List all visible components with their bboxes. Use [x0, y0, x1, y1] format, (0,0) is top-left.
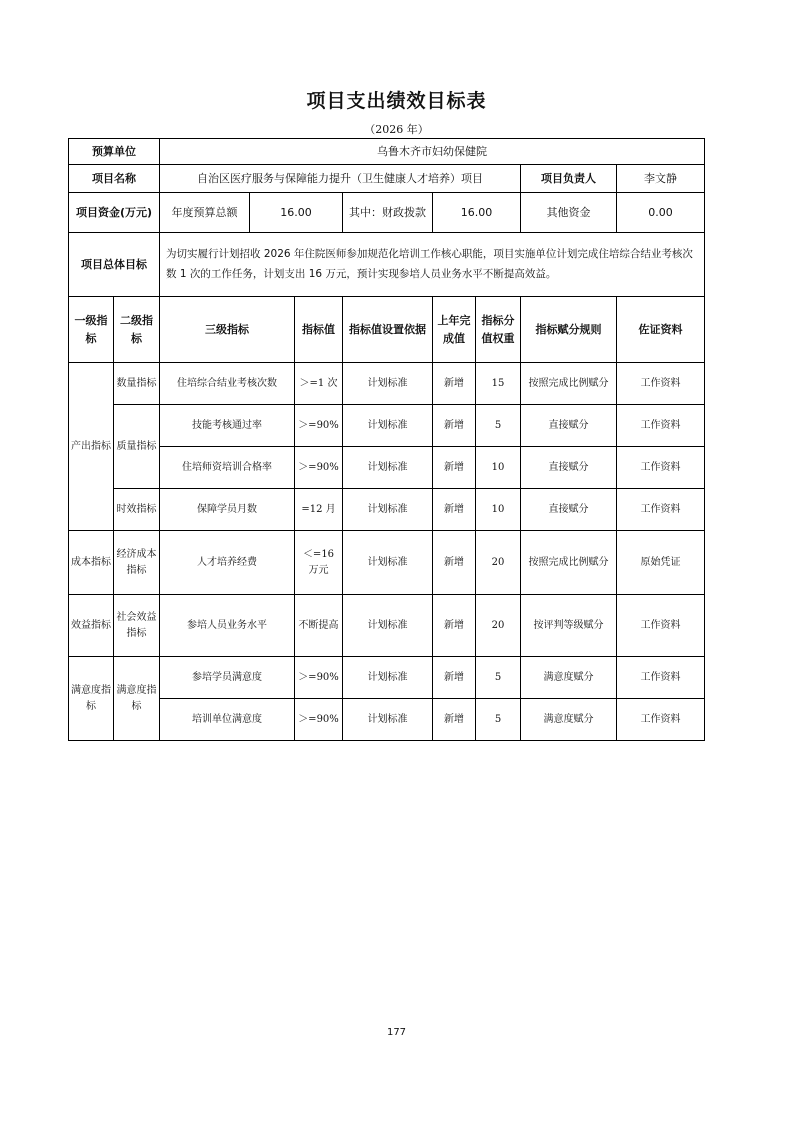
indicator-rule: 按照完成比例赋分 [521, 363, 617, 405]
indicator-basis: 计划标准 [343, 447, 433, 489]
table-row [69, 657, 705, 699]
indicator-value: ＞=90% [295, 657, 343, 699]
indicator-weight: 5 [476, 699, 521, 741]
project-name-label: 项目名称 [69, 165, 160, 193]
indicator-name: 参培人员业务水平 [160, 595, 295, 657]
goal-label: 项目总体目标 [69, 233, 160, 297]
header-value: 指标值 [295, 297, 343, 363]
indicator-value: ＜=16 万元 [295, 531, 343, 595]
header-basis: 指标值设置依据 [343, 297, 433, 363]
group-output: 产出指标 [69, 363, 114, 531]
indicator-evidence: 原始凭证 [617, 531, 705, 595]
group-output-quality: 质量指标 [114, 405, 160, 489]
fiscal-label: 其中：财政拨款 [343, 193, 433, 233]
header-level2: 二级指标 [114, 297, 160, 363]
indicator-last-year: 新增 [433, 363, 476, 405]
indicator-weight: 20 [476, 595, 521, 657]
indicator-value: ＞=1 次 [295, 363, 343, 405]
indicator-name: 住培综合结业考核次数 [160, 363, 295, 405]
indicator-rule: 满意度赋分 [521, 657, 617, 699]
table-row [69, 447, 705, 489]
indicator-basis: 计划标准 [343, 657, 433, 699]
table-row [69, 405, 705, 447]
indicator-rule: 直接赋分 [521, 447, 617, 489]
indicator-weight: 5 [476, 657, 521, 699]
indicator-basis: 计划标准 [343, 531, 433, 595]
indicator-last-year: 新增 [433, 699, 476, 741]
indicator-evidence: 工作资料 [617, 657, 705, 699]
indicator-name: 培训单位满意度 [160, 699, 295, 741]
group-benefit: 效益指标 [69, 595, 114, 657]
table-row [69, 699, 705, 741]
table-row [69, 595, 705, 657]
leader-label: 项目负责人 [521, 165, 617, 193]
table-row [69, 531, 705, 595]
indicator-value: ＞=90% [295, 699, 343, 741]
group-benefit-social: 社会效益指标 [114, 595, 160, 657]
indicator-evidence: 工作资料 [617, 447, 705, 489]
indicator-weight: 5 [476, 405, 521, 447]
group-cost-economic: 经济成本指标 [114, 531, 160, 595]
page-number: 177 [386, 1027, 407, 1038]
group-satisfaction-sub: 满意度指标 [114, 657, 160, 741]
other-funds-value: 0.00 [617, 193, 705, 233]
indicator-weight: 10 [476, 489, 521, 531]
group-output-quantity: 数量指标 [114, 363, 160, 405]
header-rule: 指标赋分规则 [521, 297, 617, 363]
indicator-weight: 15 [476, 363, 521, 405]
indicator-evidence: 工作资料 [617, 595, 705, 657]
header-level3: 三级指标 [160, 297, 295, 363]
indicator-name: 住培师资培训合格率 [160, 447, 295, 489]
indicator-evidence: 工作资料 [617, 405, 705, 447]
indicator-name: 保障学员月数 [160, 489, 295, 531]
group-satisfaction: 满意度指标 [69, 657, 114, 741]
indicator-basis: 计划标准 [343, 595, 433, 657]
indicator-last-year: 新增 [433, 531, 476, 595]
indicator-value: =12 月 [295, 489, 343, 531]
unit-label: 预算单位 [69, 139, 160, 165]
fiscal-value: 16.00 [433, 193, 521, 233]
indicator-rule: 满意度赋分 [521, 699, 617, 741]
table-row [69, 363, 705, 405]
indicator-rule: 按评判等级赋分 [521, 595, 617, 657]
project-name-value: 自治区医疗服务与保障能力提升（卫生健康人才培养）项目 [160, 165, 521, 193]
indicator-evidence: 工作资料 [617, 489, 705, 531]
other-funds-label: 其他资金 [521, 193, 617, 233]
indicator-value: 不断提高 [295, 595, 343, 657]
indicator-last-year: 新增 [433, 595, 476, 657]
funds-label: 项目资金(万元) [69, 193, 160, 233]
indicator-weight: 20 [476, 531, 521, 595]
group-output-time: 时效指标 [114, 489, 160, 531]
group-cost: 成本指标 [69, 531, 114, 595]
table-row [69, 489, 705, 531]
header-evidence: 佐证资料 [617, 297, 705, 363]
goal-text: 为切实履行计划招收 2026 年住院医师参加规范化培训工作核心职能，项目实施单位计划完成住培综合结业考核次数 1 次的工作任务，计划支出 16 万元，预计实现参培人员业务水平不断提高效益。 [160, 233, 705, 297]
indicator-weight: 10 [476, 447, 521, 489]
header-level1: 一级指标 [69, 297, 114, 363]
unit-value: 乌鲁木齐市妇幼保健院 [160, 139, 705, 165]
performance-table [68, 138, 705, 741]
indicator-last-year: 新增 [433, 405, 476, 447]
indicator-name: 参培学员满意度 [160, 657, 295, 699]
annual-total-value: 16.00 [250, 193, 343, 233]
indicator-basis: 计划标准 [343, 489, 433, 531]
header-weight: 指标分值权重 [476, 297, 521, 363]
indicator-basis: 计划标准 [343, 363, 433, 405]
annual-total-label: 年度预算总额 [160, 193, 250, 233]
indicator-evidence: 工作资料 [617, 699, 705, 741]
header-last-year: 上年完成值 [433, 297, 476, 363]
indicator-name: 技能考核通过率 [160, 405, 295, 447]
indicator-basis: 计划标准 [343, 699, 433, 741]
indicator-name: 人才培养经费 [160, 531, 295, 595]
indicator-rule: 按照完成比例赋分 [521, 531, 617, 595]
indicator-evidence: 工作资料 [617, 363, 705, 405]
indicator-last-year: 新增 [433, 489, 476, 531]
page-title: 项目支出绩效目标表 [306, 90, 487, 112]
indicator-value: ＞=90% [295, 447, 343, 489]
indicator-rule: 直接赋分 [521, 489, 617, 531]
leader-value: 李文静 [617, 165, 705, 193]
indicator-value: ＞=90% [295, 405, 343, 447]
indicator-last-year: 新增 [433, 447, 476, 489]
year-label: （2026 年） [364, 123, 429, 136]
indicator-rule: 直接赋分 [521, 405, 617, 447]
indicator-last-year: 新增 [433, 657, 476, 699]
indicator-basis: 计划标准 [343, 405, 433, 447]
